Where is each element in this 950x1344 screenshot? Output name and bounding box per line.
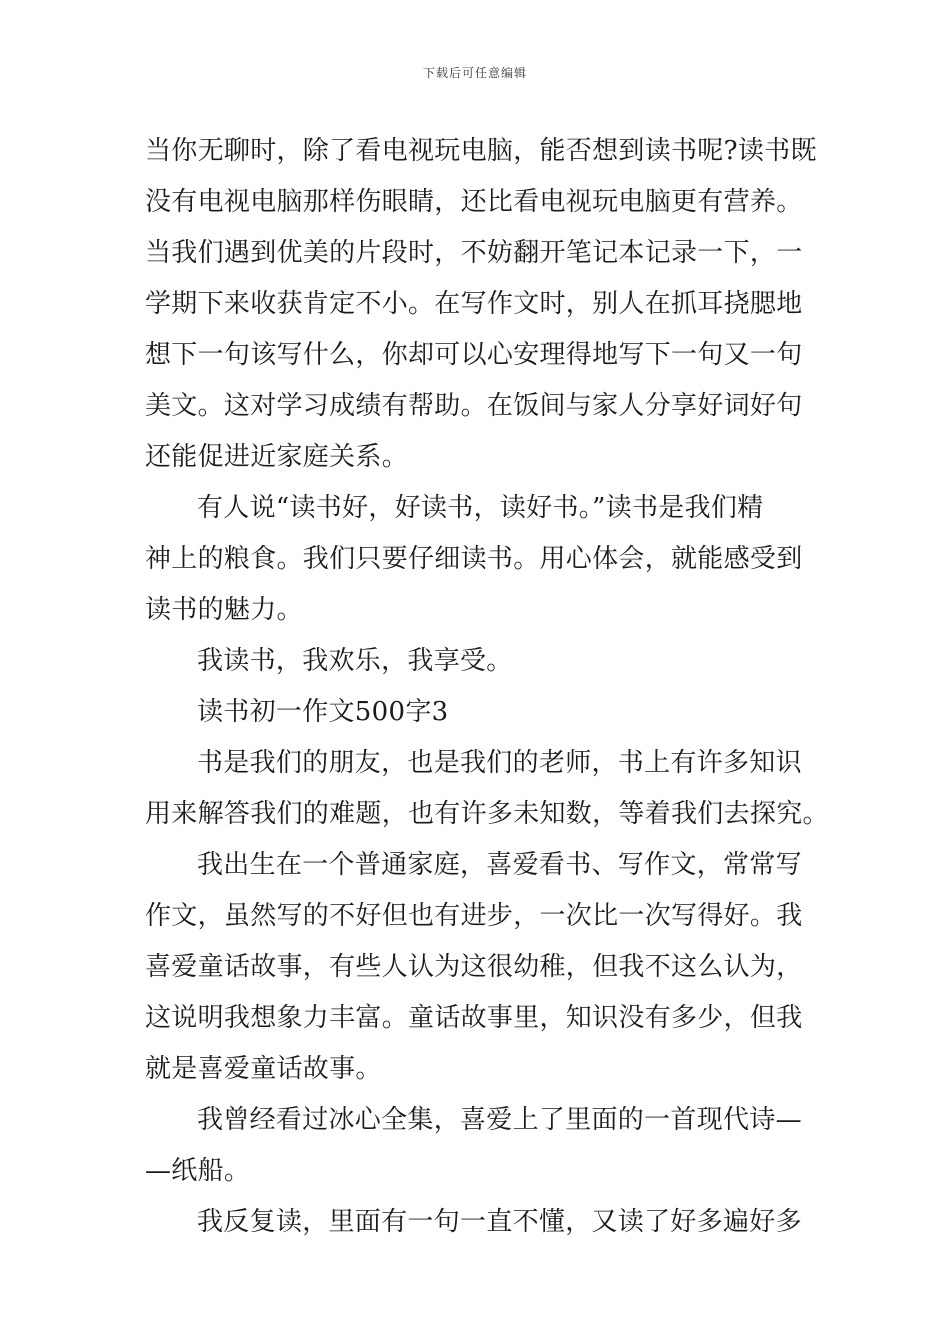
text-line: 我读书，我欢乐，我享受。 xyxy=(197,646,513,676)
text-line: 我出生在一个普通家庭，喜爱看书、写作文，常常写 xyxy=(197,850,802,880)
text-line: 就是喜爱童话故事。 xyxy=(145,1054,382,1084)
text-line: 没有电视电脑那样伤眼睛，还比看电视玩电脑更有营养。 xyxy=(145,187,803,217)
text-line: 想下一句该写什么，你却可以心安理得地写下一句又一句 xyxy=(145,340,803,370)
text-line: 我曾经看过冰心全集，喜爱上了里面的一首现代诗— xyxy=(197,1105,802,1135)
text-line: 这说明我想象力丰富。童话故事里，知识没有多少，但我 xyxy=(145,1003,803,1033)
text-line: 书是我们的朋友，也是我们的老师，书上有许多知识 xyxy=(197,748,802,778)
section-title: 读书初一作文500字3 xyxy=(197,697,449,727)
text-line: —纸船。 xyxy=(145,1156,251,1186)
text-line: 美文。这对学习成绩有帮助。在饭间与家人分享好词好句 xyxy=(145,391,803,421)
text-line: 学期下来收获肯定不小。在写作文时，别人在抓耳挠腮地 xyxy=(145,289,803,319)
text-line: 我反复读，里面有一句一直不懂，又读了好多遍好多 xyxy=(197,1207,802,1237)
text-line: 作文，虽然写的不好但也有进步，一次比一次写得好。我 xyxy=(145,901,803,931)
text-line: 当你无聊时，除了看电视玩电脑，能否想到读书呢?读书既 xyxy=(145,136,817,166)
text-line: 当我们遇到优美的片段时，不妨翻开笔记本记录一下，一 xyxy=(145,238,803,268)
text-line: 用来解答我们的难题，也有许多未知数，等着我们去探究。 xyxy=(145,799,829,829)
page-header: 下载后可任意编辑 xyxy=(422,66,527,80)
text-line: 读书的魅力。 xyxy=(145,595,303,625)
body-text xyxy=(145,126,829,1248)
text-line: 喜爱童话故事，有些人认为这很幼稚，但我不这么认为， xyxy=(145,952,803,982)
text-line: 还能促进近家庭关系。 xyxy=(145,442,409,472)
text-line: 神上的粮食。我们只要仔细读书。用心体会，就能感受到 xyxy=(145,544,803,574)
text-line: 有人说“读书好，好读书，读好书。”读书是我们精 xyxy=(197,493,764,523)
